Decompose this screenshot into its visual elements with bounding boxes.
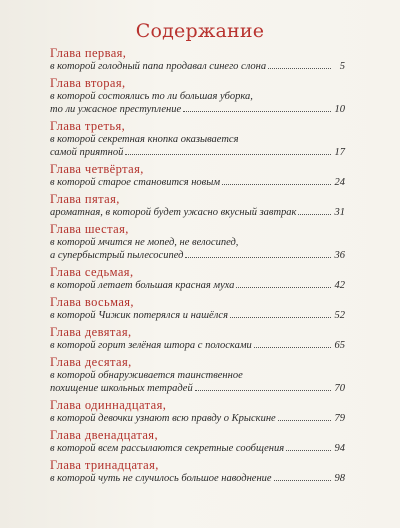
chapter-description: ароматная, в которой будет ужасно вкусный завтрак (50, 207, 297, 218)
dot-leader (254, 347, 331, 348)
dot-leader (298, 214, 331, 215)
page-number: 17 (334, 147, 345, 158)
chapter-heading: Глава двенадцатая, (50, 428, 158, 442)
chapter-description: то ли ужасное преступление (50, 104, 182, 115)
toc-entry (50, 265, 350, 292)
toc-entry (50, 46, 350, 73)
chapter-description: в которой секретная кнопка оказывается (50, 134, 239, 145)
chapter-heading: Глава пятая, (50, 192, 120, 206)
chapter-description: в которой обнаруживается таинственное (50, 370, 243, 381)
dot-leader (274, 480, 331, 481)
chapter-heading: Глава вторая, (50, 76, 126, 90)
chapter-description: а супербыстрый пылесосипед (50, 250, 184, 261)
chapter-description: в которой девочки узнают всю правду о Крыскине (50, 413, 276, 424)
toc-entry (50, 458, 350, 485)
dot-leader (278, 420, 331, 421)
toc-entry (50, 222, 350, 262)
dot-leader (222, 184, 331, 185)
chapter-heading: Глава шестая, (50, 222, 129, 236)
chapter-heading: Глава девятая, (50, 325, 132, 339)
page-number: 52 (334, 310, 345, 321)
dot-leader (195, 390, 331, 391)
dot-leader (236, 287, 331, 288)
dot-leader (185, 257, 331, 258)
toc-entry (50, 162, 350, 189)
chapter-description: самой приятной (50, 147, 124, 158)
chapter-description: в которой Чижик потерялся и нашёлся (50, 310, 228, 321)
chapter-heading: Глава восьмая, (50, 295, 134, 309)
chapter-heading: Глава третья, (50, 119, 126, 133)
dot-leader (230, 317, 331, 318)
page-number: 5 (339, 61, 345, 72)
toc-entry (50, 355, 350, 395)
chapter-description: в которой всем рассылаются секретные сообщения (50, 443, 285, 454)
table-of-contents (50, 46, 350, 485)
chapter-heading: Глава одиннадцатая, (50, 398, 167, 412)
page-number: 36 (334, 250, 345, 261)
page-number: 70 (334, 383, 345, 394)
page-number: 42 (334, 280, 345, 291)
toc-entry (50, 325, 350, 352)
page-number: 98 (334, 473, 345, 484)
toc-entry (50, 119, 350, 159)
toc-entry (50, 192, 350, 219)
chapter-description: в которой летает большая красная муха (50, 280, 235, 291)
chapter-description: в которой состоялись то ли большая уборка, (50, 91, 253, 102)
page-number: 24 (334, 177, 345, 188)
chapter-description: в которой голодный папа продавал синего слона (50, 61, 267, 72)
page-number: 65 (334, 340, 345, 351)
page-number: 31 (334, 207, 345, 218)
chapter-heading: Глава четвёртая, (50, 162, 144, 176)
page-number: 94 (334, 443, 345, 454)
page-title: Содержание (135, 20, 265, 42)
dot-leader (286, 450, 331, 451)
chapter-description: в которой горит зелёная штора с полосками (50, 340, 252, 351)
chapter-description: похищение школьных тетрадей (50, 383, 193, 394)
chapter-description: в которой чуть не случилось большое наводнение (50, 473, 272, 484)
chapter-heading: Глава тринадцатая, (50, 458, 159, 472)
dot-leader (268, 68, 331, 69)
dot-leader (183, 111, 331, 112)
toc-entry (50, 398, 350, 425)
page-number: 10 (334, 104, 345, 115)
page-number: 79 (334, 413, 345, 424)
chapter-description: в которой мчится не мопед, не велосипед, (50, 237, 239, 248)
toc-entry (50, 295, 350, 322)
chapter-heading: Глава седьмая, (50, 265, 134, 279)
chapter-heading: Глава десятая, (50, 355, 132, 369)
toc-entry (50, 428, 350, 455)
dot-leader (125, 154, 331, 155)
toc-entry (50, 76, 350, 116)
chapter-heading: Глава первая, (50, 46, 127, 60)
chapter-description: в которой старое становится новым (50, 177, 221, 188)
